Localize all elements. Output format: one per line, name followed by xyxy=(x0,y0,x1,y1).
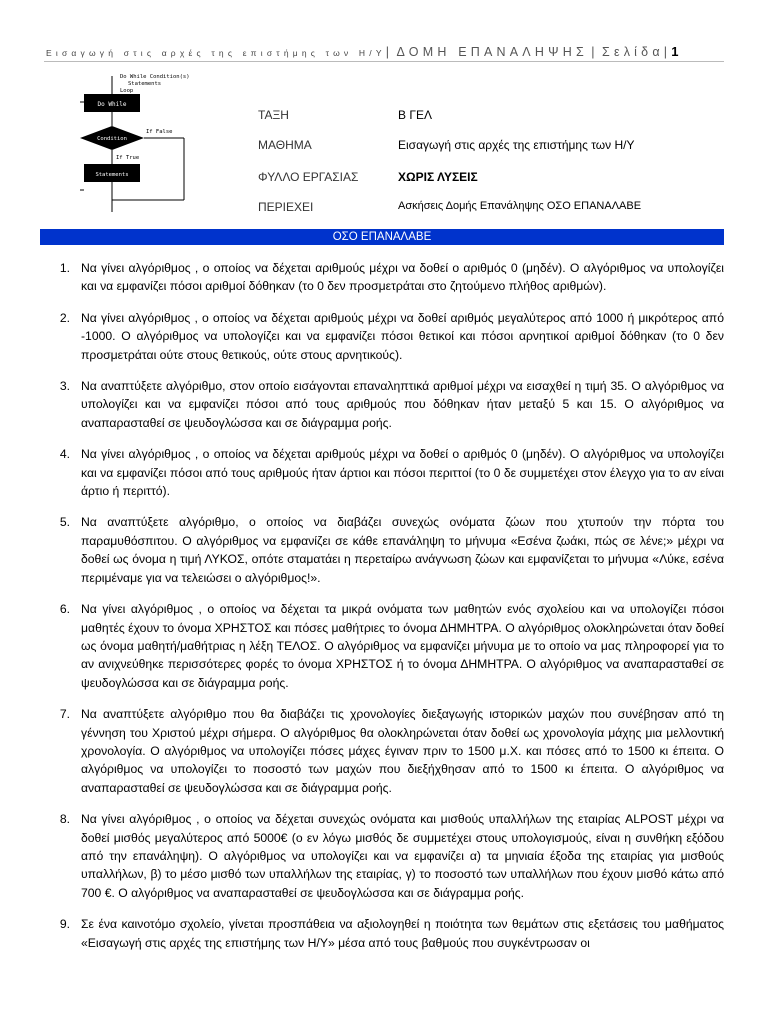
exercise-number: 5. xyxy=(59,515,70,530)
exercise-text: Να γίνει αλγόριθμος , ο οποίος να δέχεται αριθμούς μέχρι να δοθεί ο αριθμός 0 (μηδέν). Ο αλγόριθμος να υπολογίζει και να εμφανίζει πόσοι από τους αριθμούς ήταν άρτιοι και πόσοι περιττοί (το 0 δε συμμετέχει στον έλεγχο για το αν είναι άρτιο ή περιττό). xyxy=(81,447,724,499)
header-page-number: 1 xyxy=(671,44,679,59)
flowchart-label-if-false: If False xyxy=(146,129,173,135)
header-separator: | xyxy=(663,45,672,59)
meta-value: Ασκήσεις Δομής Επανάληψης ΟΣΟ ΕΠΑΝΑΛΑΒΕ xyxy=(398,200,642,212)
exercise-number: 7. xyxy=(59,707,70,722)
meta-label: ΤΑΞΗ xyxy=(258,108,289,122)
exercise-number: 4. xyxy=(59,447,70,462)
exercise-item xyxy=(40,513,724,587)
flowchart-diamond-label: Condition xyxy=(97,136,127,142)
flowchart-box-label: Do While xyxy=(97,101,127,108)
flowchart-box-label: Statements xyxy=(95,172,129,178)
meta-value: Εισαγωγή στις αρχές της επιστήμης των Η/Υ xyxy=(398,138,635,152)
exercise-text: Να γίνει αλγόριθμος , ο οποίος να δέχεται αριθμούς μέχρι να δοθεί αριθμός μεγαλύτερος από 1000 ή μικρότερος από -1000. Ο αλγόριθμος να υπολογίζει και να εμφανίζει πόσοι θετικοί και πόσοι αρνητικοί αριθμοί δόθηκαν (το 0 δεν προσμετράται ούτε στους θετικούς, ούτε στους αρνητικούς). xyxy=(81,310,724,362)
exercise-number: 1. xyxy=(59,261,70,275)
exercise-item xyxy=(40,377,724,432)
exercise-item xyxy=(40,810,724,902)
exercise-number: 9. xyxy=(59,917,70,932)
exercise-number: 6. xyxy=(59,602,70,617)
exercise-text: Να γίνει αλγόριθμος , ο οποίος να δέχεται τα μικρά ονόματα των μαθητών ενός σχολείου και να υπολογίζει πόσοι μαθητές έχουν το όνομα ΧΡΗΣΤΟΣ και πόσες μαθήτριες το όνομα ΔΗΜΗΤΡΑ. Ο αλγόριθμος ολοκληρώνεται όταν δοθεί ως όνομα μαθητή/μαθήτριας η λέξη ΤΕΛΟΣ. Ο αλγόριθμος να εμφανίζει μήνυμα με το οποίο να μας πληροφορεί για το αν ανιχνεύθηκε περισσότερες φορές το όνομα ΧΡΗΣΤΟΣ ή το όνομα ΔΗΜΗΤΡΑ. Ο αλγόριθμος να αναπαρασταθεί σε ψευδογλώσσα και σε διάγραμμα ροής. xyxy=(81,602,724,690)
meta-label: ΠΕΡΙΕΧΕΙ xyxy=(258,200,314,214)
exercise-text: Να αναπτύξετε αλγόριθμο, στον οποίο εισάγονται επαναληπτικά αριθμοί μέχρι να εισαχθεί η τιμή 35. Ο αλγόριθμος να υπολογίζει και να εμφανίζει πόσοι από τους αριθμούς που δόθηκαν ήταν μεταξύ 5 και 15. Ο αλγόριθμος να αναπαρασταθεί σε ψευδογλώσσα και σε διάγραμμα ροής. xyxy=(81,379,724,430)
do-while-flowchart xyxy=(80,72,190,214)
header-title: ΔΟΜΗ ΕΠΑΝΑΛΗΨΗΣ xyxy=(396,45,588,59)
header-page-word: Σελίδα xyxy=(602,45,664,59)
exercise-number: 8. xyxy=(59,812,70,827)
exercise-item xyxy=(40,445,724,500)
meta-value: ΧΩΡΙΣ ΛΥΣΕΙΣ xyxy=(398,170,478,184)
exercise-list xyxy=(40,259,724,965)
meta-value: Β ΓΕΛ xyxy=(398,108,432,122)
exercise-item xyxy=(40,600,724,692)
header-separator: | xyxy=(385,45,394,59)
exercise-text: Σε ένα καινοτόμο σχολείο, γίνεται προσπάθεια να αξιολογηθεί η ποιότητα των θεμάτων στις εξετάσεις του μαθήματος «Εισαγωγή στις αρχές της επιστήμης των Η/Υ» μέσα από τους βαθμούς που συγκέντρωσαν οι xyxy=(81,917,724,950)
exercise-number: 2. xyxy=(59,310,70,325)
exercise-text: Να αναπτύξετε αλγόριθμο που θα διαβάζει τις χρονολογίες διεξαγωγής ιστορικών μαχών που συνέβησαν από τη γέννηση του Χριστού μέχρι σήμερα. Ο αλγόριθμος θα ολοκληρώνεται όταν δοθεί ως χρονολογία μάχης μια μελλοντική χρονολογία. Ο αλγόριθμος να υπολογίζει πόσες μάχες έγιναν πριν το 1500 μ.Χ. και πόσες από το 1500 κι έπειτα. Ο αλγόριθμος να υπολογίζει το ποσοστό των μαχών που διεξήχθησαν από το 1500 κι έπειτα. Ο αλγόριθμος να αναπαρασταθεί σε ψευδογλώσσα και σε διάγραμμα ροής. xyxy=(81,707,724,795)
header-divider xyxy=(44,61,724,62)
header-subject: Εισαγωγή στις αρχές της επιστήμης των Η/Υ xyxy=(46,48,386,58)
flowchart-code-line: Do While Condition(s) xyxy=(120,74,190,80)
exercise-number: 3. xyxy=(59,379,70,394)
exercise-item xyxy=(40,915,724,952)
exercise-item xyxy=(40,309,724,364)
flowchart-label-if-true: If True xyxy=(116,155,140,161)
flowchart-code-line: Loop xyxy=(120,88,134,94)
meta-label: ΜΑΘΗΜΑ xyxy=(258,138,312,152)
header-separator: | xyxy=(591,45,599,59)
meta-label: ΦΥΛΛΟ ΕΡΓΑΣΙΑΣ xyxy=(258,170,359,184)
exercise-text: Να αναπτύξετε αλγόριθμο, ο οποίος να διαβάζει συνεχώς ονόματα ζώων που χτυπούν την πόρτα του παραμυθόσπιτου. Ο αλγόριθμος να εμφανίζει σε κάθε επανάληψη το μήνυμα «Εσένα ζωάκι, πώς σε λένε;» μέχρι να δοθεί ως όνομα η τιμή ΛΥΚΟΣ, οπότε σταματάει η περεταίρω ανάγνωση ζώων και εμφανίζεται το μήνυμα «Λύκε, εσένα περιμέναμε για να τελειώσει ο αλγόριθμος!». xyxy=(81,515,724,585)
page-header xyxy=(46,44,722,62)
exercise-text: Να γίνει αλγόριθμος , ο οποίος να δέχεται συνεχώς ονόματα και μισθούς υπαλλήλων της εταιρίας ALPOST μέχρι να δοθεί μισθός μεγαλύτερος από 5000€ (ο εν λόγω μισθός δε συμμετέχει στους υπολογισμούς, είναι η συνθήκη εξόδου από την επανάληψη). Ο αλγόριθμος να υπολογίζει και να εμφανίζει α) τα μηνιαία έξοδα της εταιρίας για μισθούς υπαλλήλων, β) το μέσο μισθό των υπαλλήλων της εταιρίας, γ) το ποσοστό των υπαλλήλων που έχουν μισθό κάτω από 700 €. Ο αλγόριθμος να αναπαρασταθεί σε ψευδογλώσσα και σε διάγραμμα ροής. xyxy=(81,812,724,900)
section-title-bar: ΟΣΟ ΕΠΑΝΑΛΑΒΕ xyxy=(40,229,724,245)
flowchart-code-line: Statements xyxy=(128,81,162,87)
exercise-item xyxy=(40,705,724,797)
exercise-text: Να γίνει αλγόριθμος , ο οποίος να δέχεται αριθμούς μέχρι να δοθεί ο αριθμός 0 (μηδέν). Ο αλγόριθμος να υπολογίζει και να εμφανίζει πόσοι αριθμοί δόθηκαν (το 0 δεν προσμετράται στο ζητούμενο πλήθος αριθμών). xyxy=(81,261,724,294)
exercise-item xyxy=(40,259,724,296)
